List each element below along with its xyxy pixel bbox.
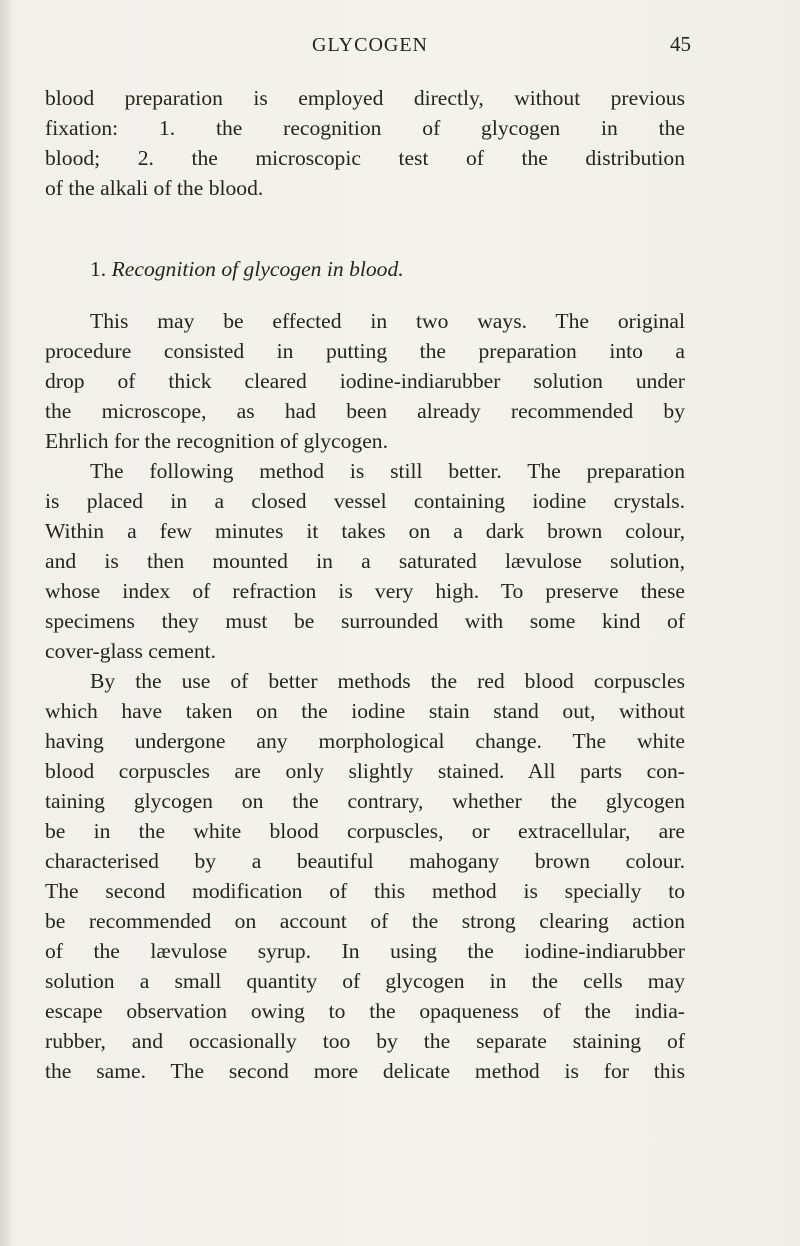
text-line: procedure consisted in putting the preparation into a	[45, 339, 685, 363]
text-line: and is then mounted in a saturated lævulose solution,	[45, 549, 685, 573]
page-gutter-shadow	[0, 0, 14, 1246]
text-line: The following method is still better. The preparation	[90, 459, 685, 483]
text-line: the microscope, as had been already recommended by	[45, 399, 685, 423]
text-line: Within a few minutes it takes on a dark brown colour,	[45, 519, 685, 543]
text-line: be in the white blood corpuscles, or extracellular, are	[45, 819, 685, 843]
text-line: escape observation owing to the opaqueness of the india-	[45, 999, 685, 1023]
text-line: is placed in a closed vessel containing iodine crystals.	[45, 489, 685, 513]
text-line: be recommended on account of the strong clearing action	[45, 909, 685, 933]
text-line: By the use of better methods the red blood corpuscles	[90, 669, 685, 693]
text-line: blood preparation is employed directly, without previous	[45, 86, 685, 110]
text-line: blood; 2. the microscopic test of the distribution	[45, 146, 685, 170]
section-number: 1.	[90, 257, 107, 281]
text-line: which have taken on the iodine stain stand out, without	[45, 699, 685, 723]
text-line: having undergone any morphological change. The white	[45, 729, 685, 753]
text-line: The second modification of this method is specially to	[45, 879, 685, 903]
text-line: fixation: 1. the recognition of glycogen in the	[45, 116, 685, 140]
text-line: the same. The second more delicate method is for this	[45, 1059, 685, 1083]
text-line: drop of thick cleared iodine-indiarubber solution under	[45, 369, 685, 393]
text-line: blood corpuscles are only slightly stained. All parts con-	[45, 759, 685, 783]
text-line: of the lævulose syrup. In using the iodine-indiarubber	[45, 939, 685, 963]
text-line: Ehrlich for the recognition of glycogen.	[45, 429, 388, 453]
section-heading	[90, 257, 404, 282]
section-title: Recognition of glycogen in blood.	[111, 257, 404, 281]
running-head: GLYCOGEN	[312, 34, 428, 56]
text-line: taining glycogen on the contrary, whether the glycogen	[45, 789, 685, 813]
text-line: specimens they must be surrounded with some kind of	[45, 609, 685, 633]
text-line: This may be effected in two ways. The original	[90, 309, 685, 333]
text-line: of the alkali of the blood.	[45, 176, 264, 200]
text-line: solution a small quantity of glycogen in the cells may	[45, 969, 685, 993]
text-line: characterised by a beautiful mahogany brown colour.	[45, 849, 685, 873]
text-line: rubber, and occasionally too by the separate staining of	[45, 1029, 685, 1053]
text-line: cover-glass cement.	[45, 639, 217, 663]
text-line: whose index of refraction is very high. To preserve these	[45, 579, 685, 603]
page-number: 45	[670, 32, 691, 56]
